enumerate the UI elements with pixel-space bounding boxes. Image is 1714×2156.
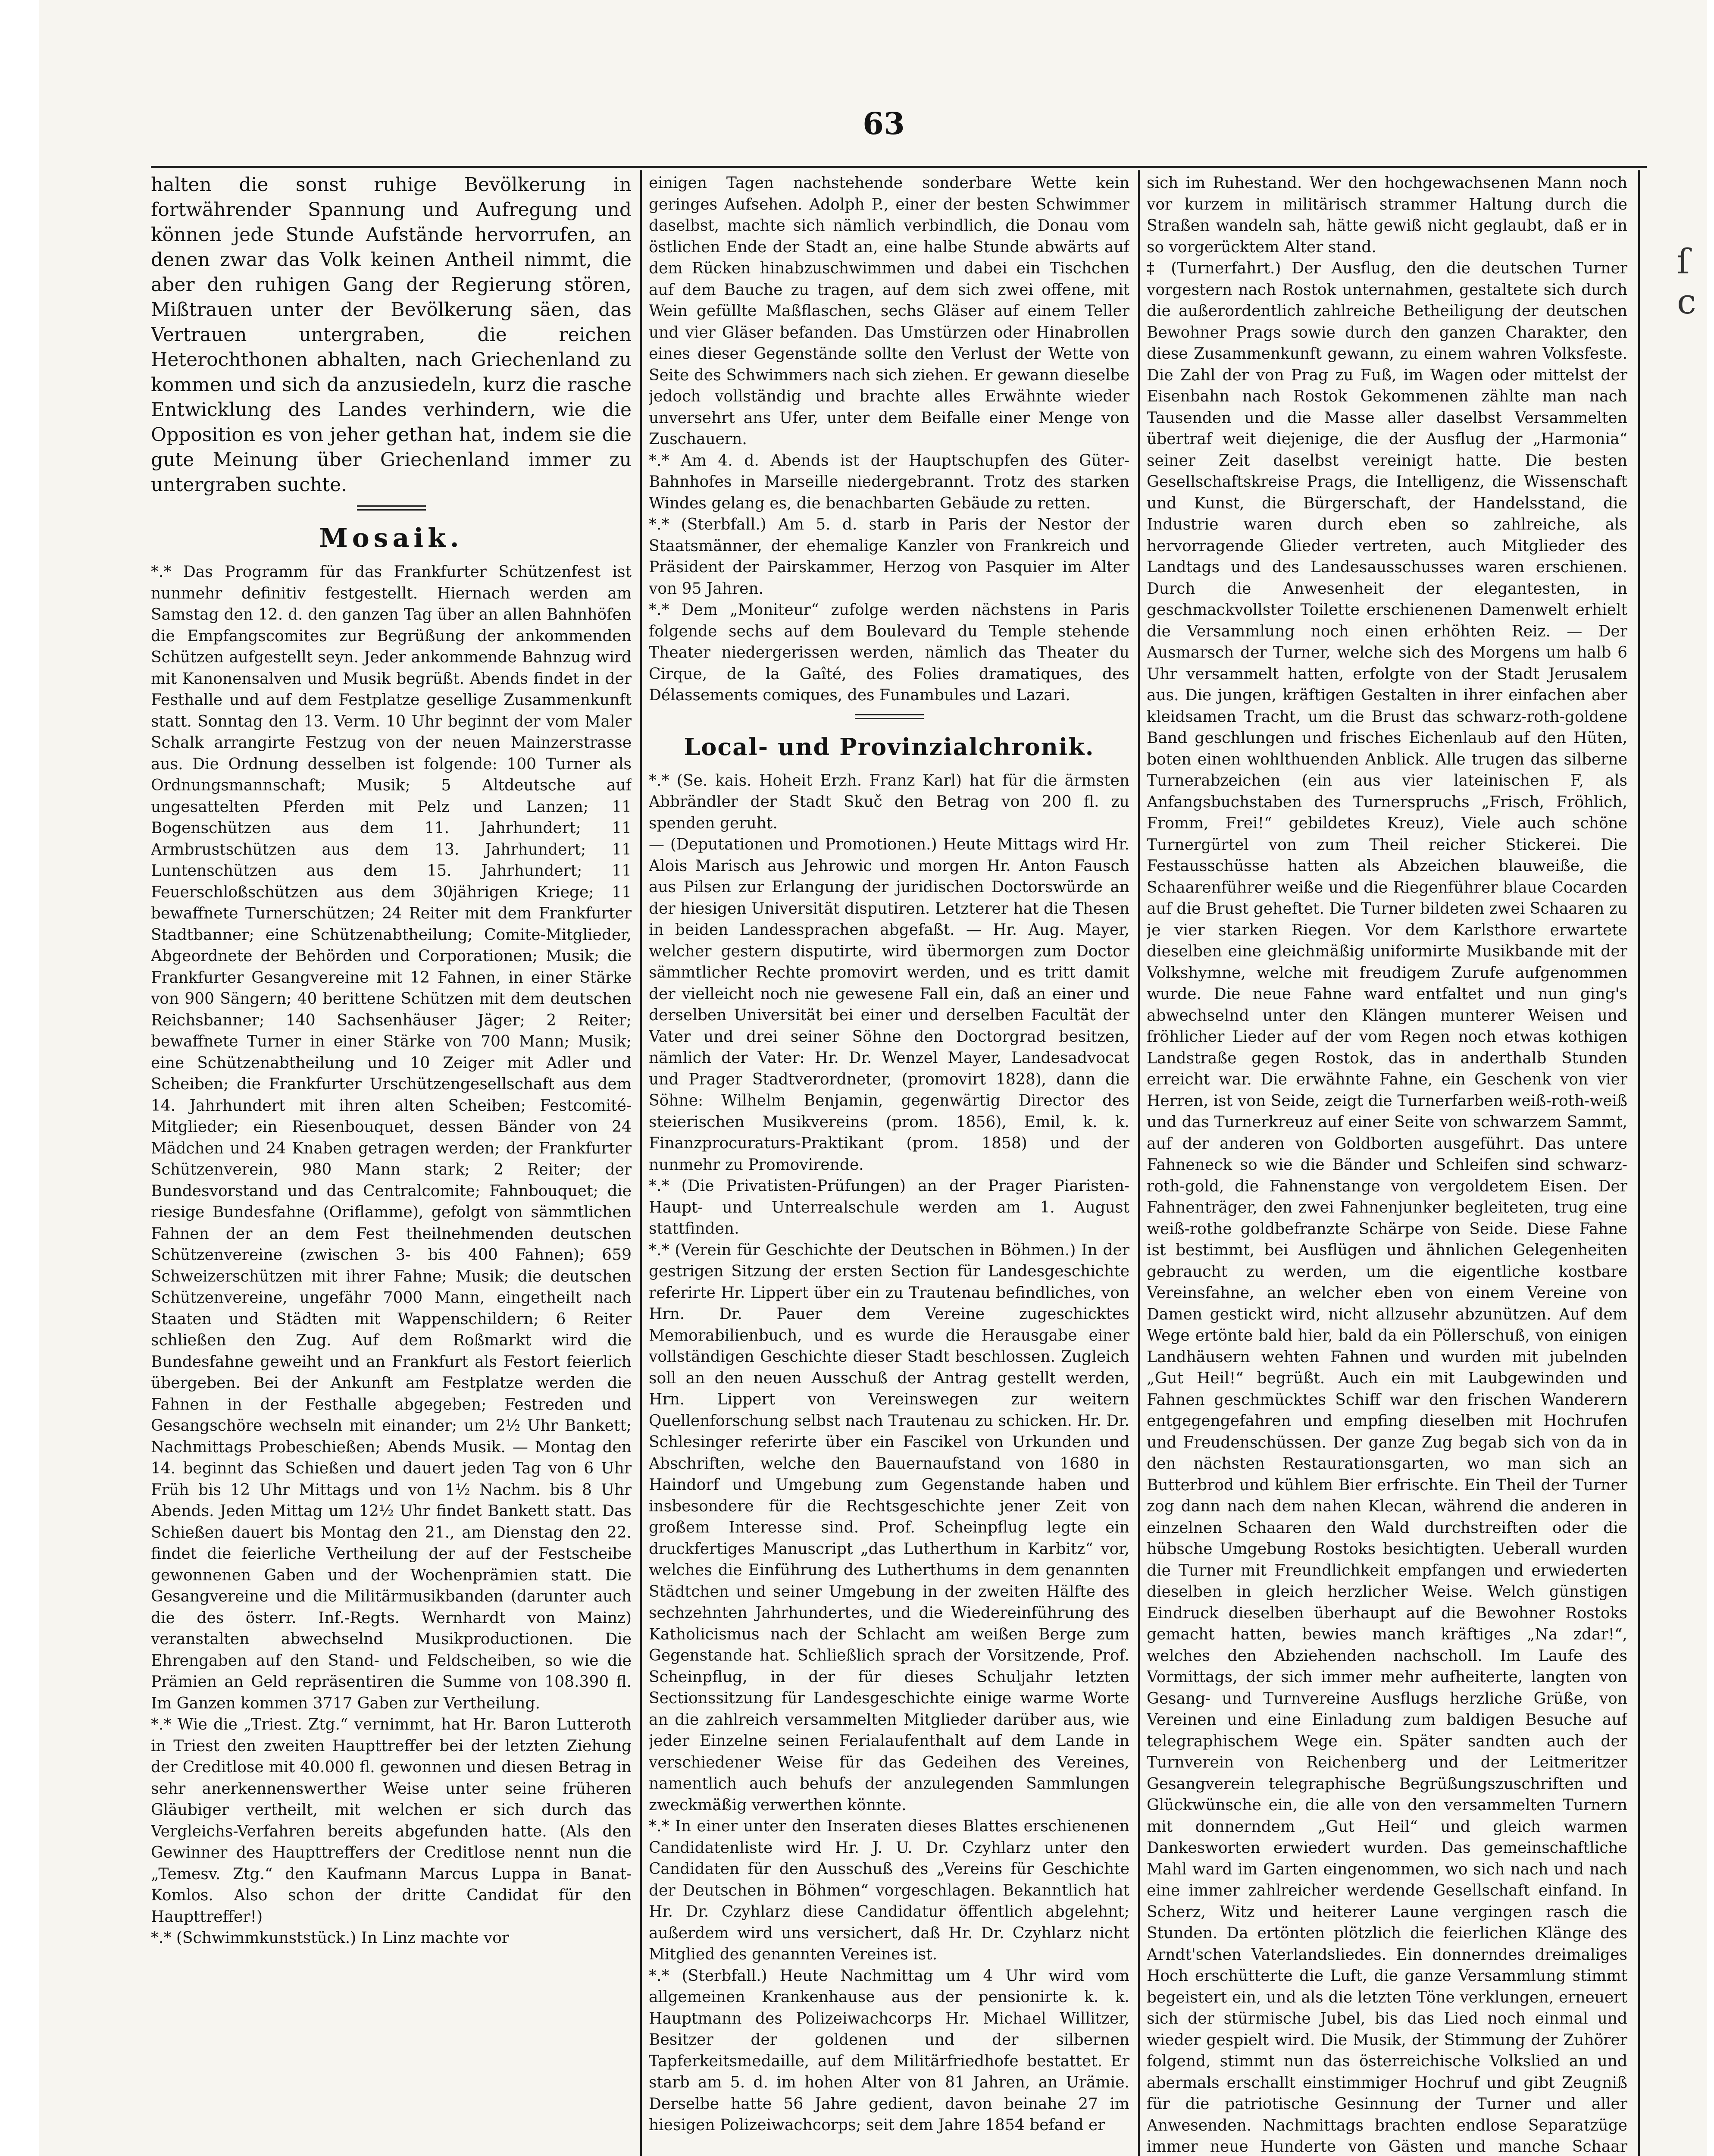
- article-paragraph: *.* Wie die „Triest. Ztg.“ vernimmt, hat Hr. Baron Lutteroth in Triest den zweiten Haupttreffer bei der letzten Ziehung der Creditlose mit 40.000 fl. gewonnen und diesen Betrag in sehr anerkennenswerther Weise unter seine früheren Gläubiger vertheilt, mit welchen er sich durch das Vergleichs-Verfahren bereits abgefunden hatte. (Als den Gewinner des Haupttreffers der Creditlose nennt nun die „Temesv. Ztg.“ den Kaufmann Marcus Luppa in Banat-Komlos. Also schon der dritte Candidat für den Haupttreffer!): [151, 1716, 632, 1926]
- section-heading: Mosaik.: [319, 523, 463, 553]
- article-paragraph: halten die sonst ruhige Bevölkerung in fortwährender Spannung und Aufregung und können jede Stunde Aufstände hervorrufen, an denen zwar das Volk keinen Antheil nimmt, die aber den ruhigen Gang der Regierung stören, Mißtrauen unter der Bevölkerung säen, das Vertrauen untergraben, die reichen Heterochthonen abhalten, nach Griechenland zu kommen und sich da anzusiedeln, kurz die rasche Entwicklung des Landes verhindern, wie die Opposition es von jeher gethan hat, indem sie die gute Meinung über Griechenland immer zu untergraben suchte.: [151, 174, 632, 496]
- column-2: [649, 172, 1129, 2156]
- article-paragraph: *.* (Se. kais. Hoheit Erzh. Franz Karl) hat für die ärmsten Abbrändler der Stadt Skuč den Betrag von 200 fl. zu spenden geruht.: [649, 771, 1129, 832]
- handwritten-marginalia: ſ c: [1677, 241, 1696, 322]
- article-paragraph: *.* (Sterbfall.) Heute Nachmittag um 4 Uhr wird vom allgemeinen Krankenhause aus der pensionirte k. k. Hauptmann des Polizeiwachcorps Hr. Michael Willitzer, Besitzer der goldenen und der silbernen Tapferkeitsmedaille, auf dem Militärfriedhofe bestattet. Er starb am 5. d. im hohen Alter von 81 Jahren, an Urämie. Derselbe hatte 56 Jahre gedient, davon beinahe 27 im hiesigen Polizeiwachcorps; seit dem Jahre 1854 befand er: [649, 1967, 1129, 2134]
- article-paragraph: — (Deputationen und Promotionen.) Heute Mittags wird Hr. Alois Marisch aus Jehrowic und morgen Hr. Anton Fausch aus Pilsen zur Erlangung der juridischen Doctorswürde an der hiesigen Universität disputiren. Letzterer hat die Thesen in beiden Landessprachen abgefaßt. — Hr. Aug. Mayer, welcher gestern disputirte, wird übermorgen zum Doctor sämmtlicher Rechte promovirt werden, und es tritt damit der vielleicht noch nie gewesene Fall ein, daß an einer und derselben Universität bei einer und derselben Facultät der Vater und drei seiner Söhne den Doctorgrad besitzen, nämlich der Vater: Hr. Dr. Wenzel Mayer, Landesadvocat und Prager Stadtverordneter, (promovirt 1828), dann die Söhne: Wilhelm Benjamin, gegenwärtig Director des steierischen Musikvereins (prom. 1856), Emil, k. k. Finanzprocuraturs-Praktikant (prom. 1858) und der nunmehr zu Promovirende.: [649, 836, 1129, 1174]
- section-separator: [855, 714, 924, 719]
- article-paragraph: *.* (Die Privatisten-Prüfungen) an der Prager Piaristen-Haupt- und Unterrealschule werden am 1. August stattfinden.: [649, 1177, 1129, 1238]
- section-separator: [357, 505, 426, 511]
- column-divider: [1638, 170, 1640, 2156]
- article-paragraph: *.* Das Programm für das Frankfurter Schützenfest ist nunmehr definitiv festgestellt. Hiernach werden am Samstag den 12. d. den ganzen Tag über an allen Bahnhöfen die Empfangscomites zur Begrüßung der ankommenden Schützen aufgestellt seyn. Jeder ankommende Bahnzug wird mit Kanonensalven und Musik begrüßt. Abends findet in der Festhalle und auf dem Festplatze gesellige Zusammenkunft statt. Sonntag den 13. Verm. 10 Uhr beginnt der vom Maler Schalk arrangirte Festzug von der neuen Mainzerstrasse aus. Die Ordnung desselben ist folgende: 100 Turner als Ordnungsmannschaft; Musik; 5 Altdeutsche auf ungesattelten Pferden mit Pelz und Lanzen; 11 Bogenschützen aus dem 11. Jahrhundert; 11 Armbrustschützen aus dem 13. Jahrhundert; 11 Luntenschützen aus dem 15. Jahrhundert; 11 Feuerschloßschützen aus dem 30jährigen Kriege; 11 bewaffnete Turnerschützen; 24 Reiter mit dem Frankfurter Stadtbanner; eine Schützenabtheilung; Comite-Mitglieder, Abgeordnete der Behörden und Corporationen; Musik; die Frankfurter Gesangvereine mit 12 Fahnen, in einer Stärke von 900 Sängern; 40 berittene Schützen mit dem deutschen Reichsbanner; 140 Sachsenhäuser Jäger; 2 Reiter; bewaffnete Turner in einer Stärke von 700 Mann; Musik; eine Schützenabtheilung und 10 Zeiger mit Adler und Scheiben; die Frankfurter Urschützengesellschaft aus dem 14. Jahrhundert mit ihren alten Scheiben; Festcomité-Mitglieder; ein Riesenbouquet, dessen Bänder von 24 Mädchen und 24 Knaben getragen werden; der Frankfurter Schützenverein, 980 Mann stark; 2 Reiter; der Bundesvorstand und das Centralcomite; Fahnbouquet; die riesige Bundesfahne (Oriflamme), gefolgt von sämmtlichen Fahnen der an dem Fest theilnehmenden deutschen Schützenvereine (zwischen 3- bis 400 Fahnen); 659 Schweizerschützen mit ihrer Fahne; Musik; die deutschen Schützenvereine, ungefähr 7000 Mann, eingetheilt nach Staaten und Städten mit Wappenschildern; 6 Reiter schließen den Zug. Auf dem Roßmarkt wird die Bundesfahne geweiht und an Frankfurt als Festort feierlich übergeben. Bei der Ankunft am Festplatze werden die Fahnen in der Festhalle abgegeben; Festreden und Gesangschöre wechseln mit einander; um 2½ Uhr Bankett; Nachmittags Probeschießen; Abends Musik. — Montag den 14. beginnt das Schießen und dauert jeden Tag von 6 Uhr Früh bis 12 Uhr Mittags und von 1½ Nachm. bis 8 Uhr Abends. Jeden Mittag um 12½ Uhr findet Bankett statt. Das Schießen dauert bis Montag den 21., am Dienstag den 22. findet die feierliche Vertheilung der auf der Festscheibe gewonnenen Gaben und der Wochenprämien statt. Die Gesangvereine und die Militärmusikbanden (darunter auch die des österr. Inf.-Regts. Wernhardt von Mainz) veranstalten abwechselnd Musikproductionen. Die Ehrengaben auf den Stand- und Feldscheiben, so wie die Prämien an Geld repräsentiren die Summe von 108.390 fl. Im Ganzen kommen 3717 Gaben zur Vertheilung.: [151, 563, 632, 1712]
- page-number: 63: [863, 106, 905, 141]
- article-paragraph: *.* (Sterbfall.) Am 5. d. starb in Paris der Nestor der Staatsmänner, der ehemalige Kanzler von Frankreich und Präsident der Pairskammer, Herzog von Pasquier im Alter von 95 Jahren.: [649, 516, 1129, 598]
- column-divider: [640, 170, 642, 2156]
- article-paragraph: *.* Dem „Moniteur“ zufolge werden nächstens in Paris folgende sechs auf dem Boulevard du Temple stehende Theater niedergerissen werden, nämlich das Theater du Cirque, de la Gaîté, des Folies dramatiques, des Délassements comiques, des Funambules und Lazari.: [649, 601, 1129, 704]
- article-paragraph: *.* (Schwimmkunststück.) In Linz machte vor: [151, 1929, 509, 1947]
- section-heading: Local- und Provinzialchronik.: [684, 733, 1095, 761]
- article-paragraph: einigen Tagen nachstehende sonderbare Wette kein geringes Aufsehen. Adolph P., einer der besten Schwimmer daselbst, machte sich nämlich verbindlich, die Donau vom östlichen Ende der Stadt an, eine halbe Stunde abwärts auf dem Rücken hinabzuschwimmen und dabei ein Tischchen auf dem Bauche zu tragen, auf dem sich zwei offene, mit Wein gefüllte Maßflaschen, sechs Gläser auf einem Teller und vier Gläser befanden. Das Umstürzen oder Hinabrollen eines dieser Gegenstände sollte den Verlust der Wette von Seite des Schwimmers nach sich ziehen. Er gewann dieselbe jedoch vollständig und brachte alles Erwähnte wieder unversehrt ans Ufer, unter dem Beifalle einer Menge von Zuschauern.: [649, 174, 1129, 448]
- column-1: [151, 172, 632, 2156]
- header-rule: [151, 166, 1647, 168]
- article-paragraph: *.* Am 4. d. Abends ist der Hauptschupfen des Güter-Bahnhofes in Marseille niedergebrannt. Trotz des starken Windes gelang es, die benachbarten Gebäude zu retten.: [649, 451, 1129, 512]
- column-3: [1147, 172, 1627, 2156]
- column-divider: [1138, 170, 1140, 2156]
- newspaper-page: [39, 0, 1707, 2156]
- article-paragraph: *.* (Verein für Geschichte der Deutschen in Böhmen.) In der gestrigen Sitzung der ersten Section für Landesgeschichte referirte Hr. Lippert über ein zu Trautenau befindliches, von Hrn. Dr. Pauer dem Vereine zugeschicktes Memorabilienbuch, und es wurde die Herausgabe einer vollständigen Geschichte dieser Stadt beschlossen. Zugleich soll an den neuen Ausschuß der Antrag gestellt werden, Hrn. Lippert von Vereinswegen zur weitern Quellenforschung selbst nach Trautenau zu schicken. Hr. Dr. Schlesinger referirte über ein Fascikel von Urkunden und Abschriften, welche den Bauernaufstand von 1680 in Haindorf und Umgebung zum Gegenstande haben und insbesondere für die Rechtsgeschichte jener Zeit von großem Interesse sind. Prof. Scheinpflug legte ein druckfertiges Manuscript „das Lutherthum in Karbitz“ vor, welches die Einführung des Lutherthums in dem genannten Städtchen und seiner Umgebung in der zweiten Hälfte des sechzehnten Jahrhundertes, und die Wiedereinführung des Katholicismus nach der Schlacht am weißen Berge zum Gegenstande hat. Schließlich sprach der Vorsitzende, Prof. Scheinpflug, in der für dieses Schuljahr letzten Sectionssitzung für Landesgeschichte einige warme Worte an die zahlreich versammelten Mitglieder darüber aus, wie jeder Einzelne seinen Ferialaufenthalt auf dem Lande in verschiedener Weise für das Gedeihen des Vereines, namentlich auch behufs der anzulegenden Sammlungen zweckmäßig verwerthen könnte.: [649, 1241, 1129, 1814]
- article-paragraph: *.* In einer unter den Inseraten dieses Blattes erschienenen Candidatenliste wird Hr. J. U. Dr. Czyhlarz unter den Candidaten für den Ausschuß des „Vereins für Geschichte der Deutschen in Böhmen“ vorgeschlagen. Bekanntlich hat Hr. Dr. Czyhlarz diese Candidatur öffentlich abgelehnt; außerdem wird uns versichert, daß Hr. Dr. Czyhlarz nicht Mitglied des genannten Vereines ist.: [649, 1818, 1129, 1963]
- article-paragraph: sich im Ruhestand. Wer den hochgewachsenen Mann noch vor kurzem in militärisch strammer Haltung durch die Straßen wandeln sah, hätte gewiß nicht geglaubt, daß er in so vorgerücktem Alter stand.: [1147, 174, 1627, 256]
- article-paragraph: ‡ (Turnerfahrt.) Der Ausflug, den die deutschen Turner vorgestern nach Rostok unternahmen, gestaltete sich durch die außerordentlich zahlreiche Betheiligung der deutschen Bewohner Prags sowie durch den ganzen Charakter, den diese Zusammenkunft gewann, zu einem wahren Volksfeste. Die Zahl der von Prag zu Fuß, im Wagen oder mittelst der Eisenbahn nach Rostok Gekommenen zählte man nach Tausenden und die Masse aller daselbst Versammelten übertraf weit diejenige, die der Ausflug der „Harmonia“ seiner Zeit daselbst vereinigt hatte. Die besten Gesellschaftskreise Prags, die Intelligenz, die Wissenschaft und Kunst, die Bürgerschaft, der Handelsstand, die Industrie waren durch eben so zahlreiche, als hervorragende Glieder vertreten, auch Mitglieder des Landtags und des Landesausschusses waren erschienen. Durch die Anwesenheit der elegantesten, in geschmackvollster Toilette erschienenen Damenwelt erhielt die Versammlung noch einen erhöhten Reiz. — Der Ausmarsch der Turner, welche sich des Morgens um halb 6 Uhr versammelt hatten, erfolgte von der Stadt Jerusalem aus. Die jungen, kräftigen Gestalten in ihrer einfachen aber kleidsamen Tracht, um die Brust das schwarz-roth-goldene Band geschlungen und frisches Eichenlaub auf den Hüten, boten einen wohlthuenden Anblick. Alle trugen das silberne Turnerabzeichen (ein aus vier lateinischen F, als Anfangsbuchstaben des Turnerspruchs „Frisch, Fröhlich, Fromm, Frei!“ gebildetes Kreuz), Viele auch schöne Turnergürtel von zum Theil reicher Stickerei. Die Festausschüsse hatten als Abzeichen blauweiße, die Schaarenführer weiße und die Riegenführer blaue Cocarden auf die Brust geheftet. Die Turner bildeten zwei Schaaren zu je vier starken Riegen. Vor dem Karlsthore erwartete dieselben eine gleichmäßig uniformirte Musikbande mit der Volkshymne, welche mit freudigem Zurufe aufgenommen wurde. Die neue Fahne ward entfaltet und nun ging's abwechselnd unter den Klängen munterer Weisen und fröhlicher Lieder auf der vom Regen noch etwas kothigen Landstraße gegen Rostok, das in anderthalb Stunden erreicht war. Die erwähnte Fahne, ein Geschenk von vier Herren, ist von Seide, zeigt die Turnerfarben weiß-roth-weiß und das Turnerkreuz auf einer Seite von schwarzem Sammt, auf der anderen von Goldborten ausgeführt. Das untere Fahneneck so wie die Bänder und Schleifen sind schwarz-roth-gold, die Fahnenstange von vergoldetem Eisen. Der Fahnenträger, den zwei Fahnenjunker begleiteten, trug eine weiß-rothe goldbefranzte Schärpe von Seide. Diese Fahne ist bestimmt, bei Ausflügen und ähnlichen Gelegenheiten gebraucht zu werden, um die eigentliche kostbare Vereinsfahne, an welcher eben von einem Vereine von Damen gestickt wird, nicht allzusehr abzunützen. Auf dem Wege ertönte bald hier, bald da ein Pöllerschuß, von einigen Landhäusern wehten Fahnen und wurden mit jubelnden „Gut Heil!“ begrüßt. Auch ein mit Laubgewinden und Fahnen geschmücktes Schiff war den frischen Wanderern entgegengefahren und empfing dieselben mit Hochrufen und Freudenschüssen. Der ganze Zug begab sich von da in den nächsten Restaurationsgarten, wo man sich an Butterbrod und kühlem Bier erfrischte. Ein Theil der Turner zog dann nach dem nahen Klecan, während die anderen in einzelnen Schaaren den Wald durchstreiften oder die hübsche Umgebung Rostoks besichtigten. Ueberall wurden die Turner mit Freundlichkeit empfangen und erwiederten dieselben in gleich herzlicher Weise. Welch günstigen Eindruck dieselben überhaupt auf die Bewohner Rostoks gemacht hatten, bewies manch kräftiges „Na zdar!“, welches den Abziehenden nachscholl. Im Laufe des Vormittags, der sich immer mehr aufheiterte, langten von Gesang- und Turnvereine Ausflugs herzliche Grüße, von Vereinen und eine Einladung zum baldigen Besuche auf telegraphischem Wege ein. Später sandten auch der Turnverein von Reichenberg und der Leitmeritzer Gesangverein telegraphische Begrüßungszuschriften und Glückwünsche ein, die alle von den versammelten Turnern mit donnerndem „Gut Heil“ und gleich warmen Dankesworten erwiedert wurden. Das gemeinschaftliche Mahl ward im Garten eingenommen, wo sich nach und nach eine immer zahlreicher werdende Gesellschaft einfand. In Scherz, Witz und heiterer Laune vergingen rasch die Stunden. Da ertönten plötzlich die feierlichen Klänge des Arndt'schen Vaterlandsliedes. Ein donnerndes dreimaliges Hoch erschütterte die Luft, die ganze Versammlung stimmt begeistert ein, und als die letzten Töne verklungen, erneuert sich der stürmische Jubel, bis das Lied noch einmal und wieder gespielt wird. Die Musik, der Stimmung der Zuhörer folgend, stimmt nun das österreichische Volkslied an und abermals erschallt einstimmiger Hochruf und gibt Zeugniß für die patriotische Gesinnung der Turner und aller Anwesenden. Nachmittags brachten endlose Separatzüge immer neue Hunderte von Gästen und manche Schaar: [1147, 260, 1627, 2156]
